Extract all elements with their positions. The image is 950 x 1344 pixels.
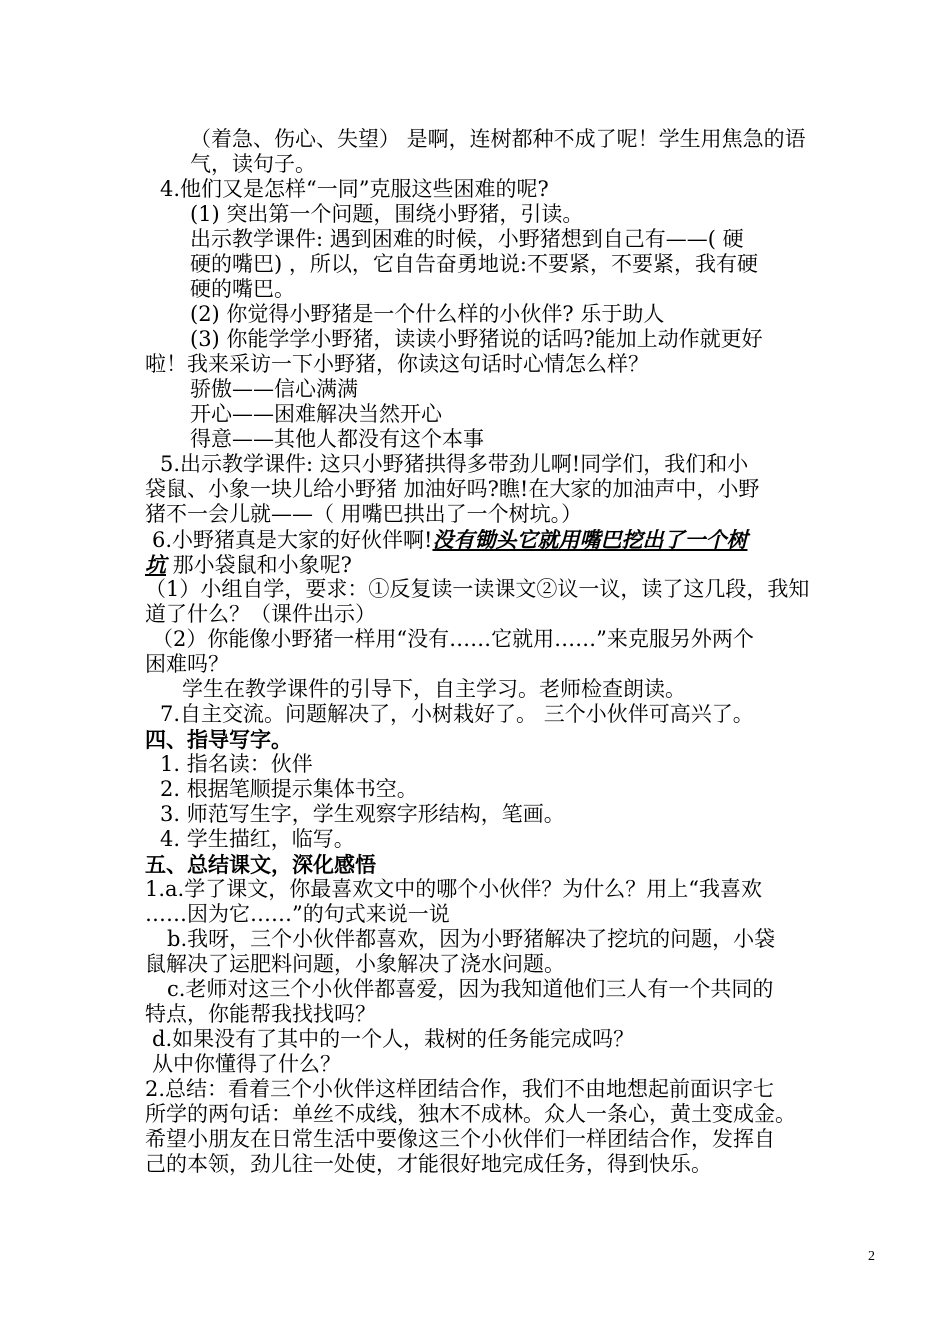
text-run: 那小袋鼠和小象呢? <box>166 553 352 577</box>
text-line: 4. 学生描红，临写。 <box>160 827 355 851</box>
emphasis-text: 没有锄头它就用嘴巴挖出了一个树 <box>432 527 748 552</box>
text-line: （2）你能像小野猪一样用“没有……它就用……”来克服另外两个 <box>152 627 754 651</box>
text-line: c.老师对这三个小伙伴都喜爱，因为我知道他们三人有一个共同的 <box>167 977 774 1001</box>
text-line: 5.出示教学课件: 这只小野猪拱得多带劲儿啊!同学们，我们和小 <box>160 452 749 476</box>
text-line: 4.他们又是怎样“一同”克服这些困难的呢? <box>160 177 549 201</box>
text-line: (2) 你觉得小野猪是一个什么样的小伙伴? 乐于助人 <box>190 302 665 326</box>
text-line: 2. 根据笔顺提示集体书空。 <box>160 777 418 801</box>
text-line: 骄傲——信心满满 <box>190 377 358 401</box>
text-line: 道了什么？（课件出示） <box>145 602 376 626</box>
text-line-mixed <box>152 527 747 553</box>
text-line: 开心——困难解决当然开心 <box>190 402 442 426</box>
section-heading: 五、总结课文，深化感悟 <box>145 852 376 877</box>
text-line: 所学的两句话：单丝不成线，独木不成林。众人一条心，黄土变成金。 <box>145 1102 796 1126</box>
text-run: 6.小野猪真是大家的好伙伴啊! <box>152 528 433 552</box>
text-line: （着急、伤心、失望） 是啊，连树都种不成了呢！学生用焦急的语 <box>190 127 806 151</box>
text-line: 猪不一会儿就——（ 用嘴巴拱出了一个树坑。） <box>145 502 583 526</box>
text-line-mixed <box>145 552 352 578</box>
text-line: 困难吗？ <box>145 652 229 676</box>
text-line: 1.a.学了课文，你最喜欢文中的哪个小伙伴？为什么？用上“我喜欢 <box>145 877 762 901</box>
text-line: 气，读句子。 <box>190 152 316 176</box>
text-line: d.如果没有了其中的一个人，栽树的任务能完成吗？ <box>152 1027 635 1051</box>
text-line: 1. 指名读：伙伴 <box>160 752 313 776</box>
text-line: 硬的嘴巴) ，所以，它自告奋勇地说:不要紧，不要紧，我有硬 <box>190 252 758 276</box>
text-line: 鼠解决了运肥料问题，小象解决了浇水问题。 <box>145 952 565 976</box>
text-line: 出示教学课件: 遇到困难的时候，小野猪想到自己有——( 硬 <box>190 227 744 251</box>
text-line: b.我呀，三个小伙伴都喜欢，因为小野猪解决了挖坑的问题，小袋 <box>167 927 776 951</box>
page-number: 2 <box>868 1249 875 1264</box>
text-line: ……因为它……”的句式来说一说 <box>145 902 450 926</box>
text-line: 袋鼠、小象一块儿给小野猪 加油好吗?瞧!在大家的加油声中，小野 <box>145 477 760 501</box>
text-line: 得意——其他人都没有这个本事 <box>190 427 484 451</box>
text-line: 特点，你能帮我找找吗？ <box>145 1002 376 1026</box>
text-line: (3) 你能学学小野猪，读读小野猪说的话吗?能加上动作就更好 <box>190 327 763 351</box>
text-line: 7.自主交流。问题解决了，小树栽好了。 三个小伙伴可高兴了。 <box>160 702 754 726</box>
text-line: 2.总结：看着三个小伙伴这样团结合作，我们不由地想起前面识字七 <box>145 1077 775 1101</box>
text-line: （1）小组自学，要求：①反复读一读课文②议一议，读了这几段，我知 <box>145 577 810 601</box>
text-line: 学生在教学课件的引导下，自主学习。老师检查朗读。 <box>182 677 686 701</box>
section-heading: 四、指导写字。 <box>145 727 292 752</box>
text-line: 3. 师范写生字，学生观察字形结构，笔画。 <box>160 802 565 826</box>
text-line: 啦！我来采访一下小野猪，你读这句话时心情怎么样？ <box>145 352 649 376</box>
text-line: 己的本领，劲儿往一处使，才能很好地完成任务，得到快乐。 <box>145 1152 712 1176</box>
text-line: 硬的嘴巴。 <box>190 277 295 301</box>
emphasis-text: 坑 <box>145 552 166 577</box>
text-line: 希望小朋友在日常生活中要像这三个小伙伴们一样团结合作，发挥自 <box>145 1127 775 1151</box>
text-line: 从中你懂得了什么？ <box>152 1052 341 1076</box>
text-line: (1) 突出第一个问题，围绕小野猪，引读。 <box>190 202 584 226</box>
